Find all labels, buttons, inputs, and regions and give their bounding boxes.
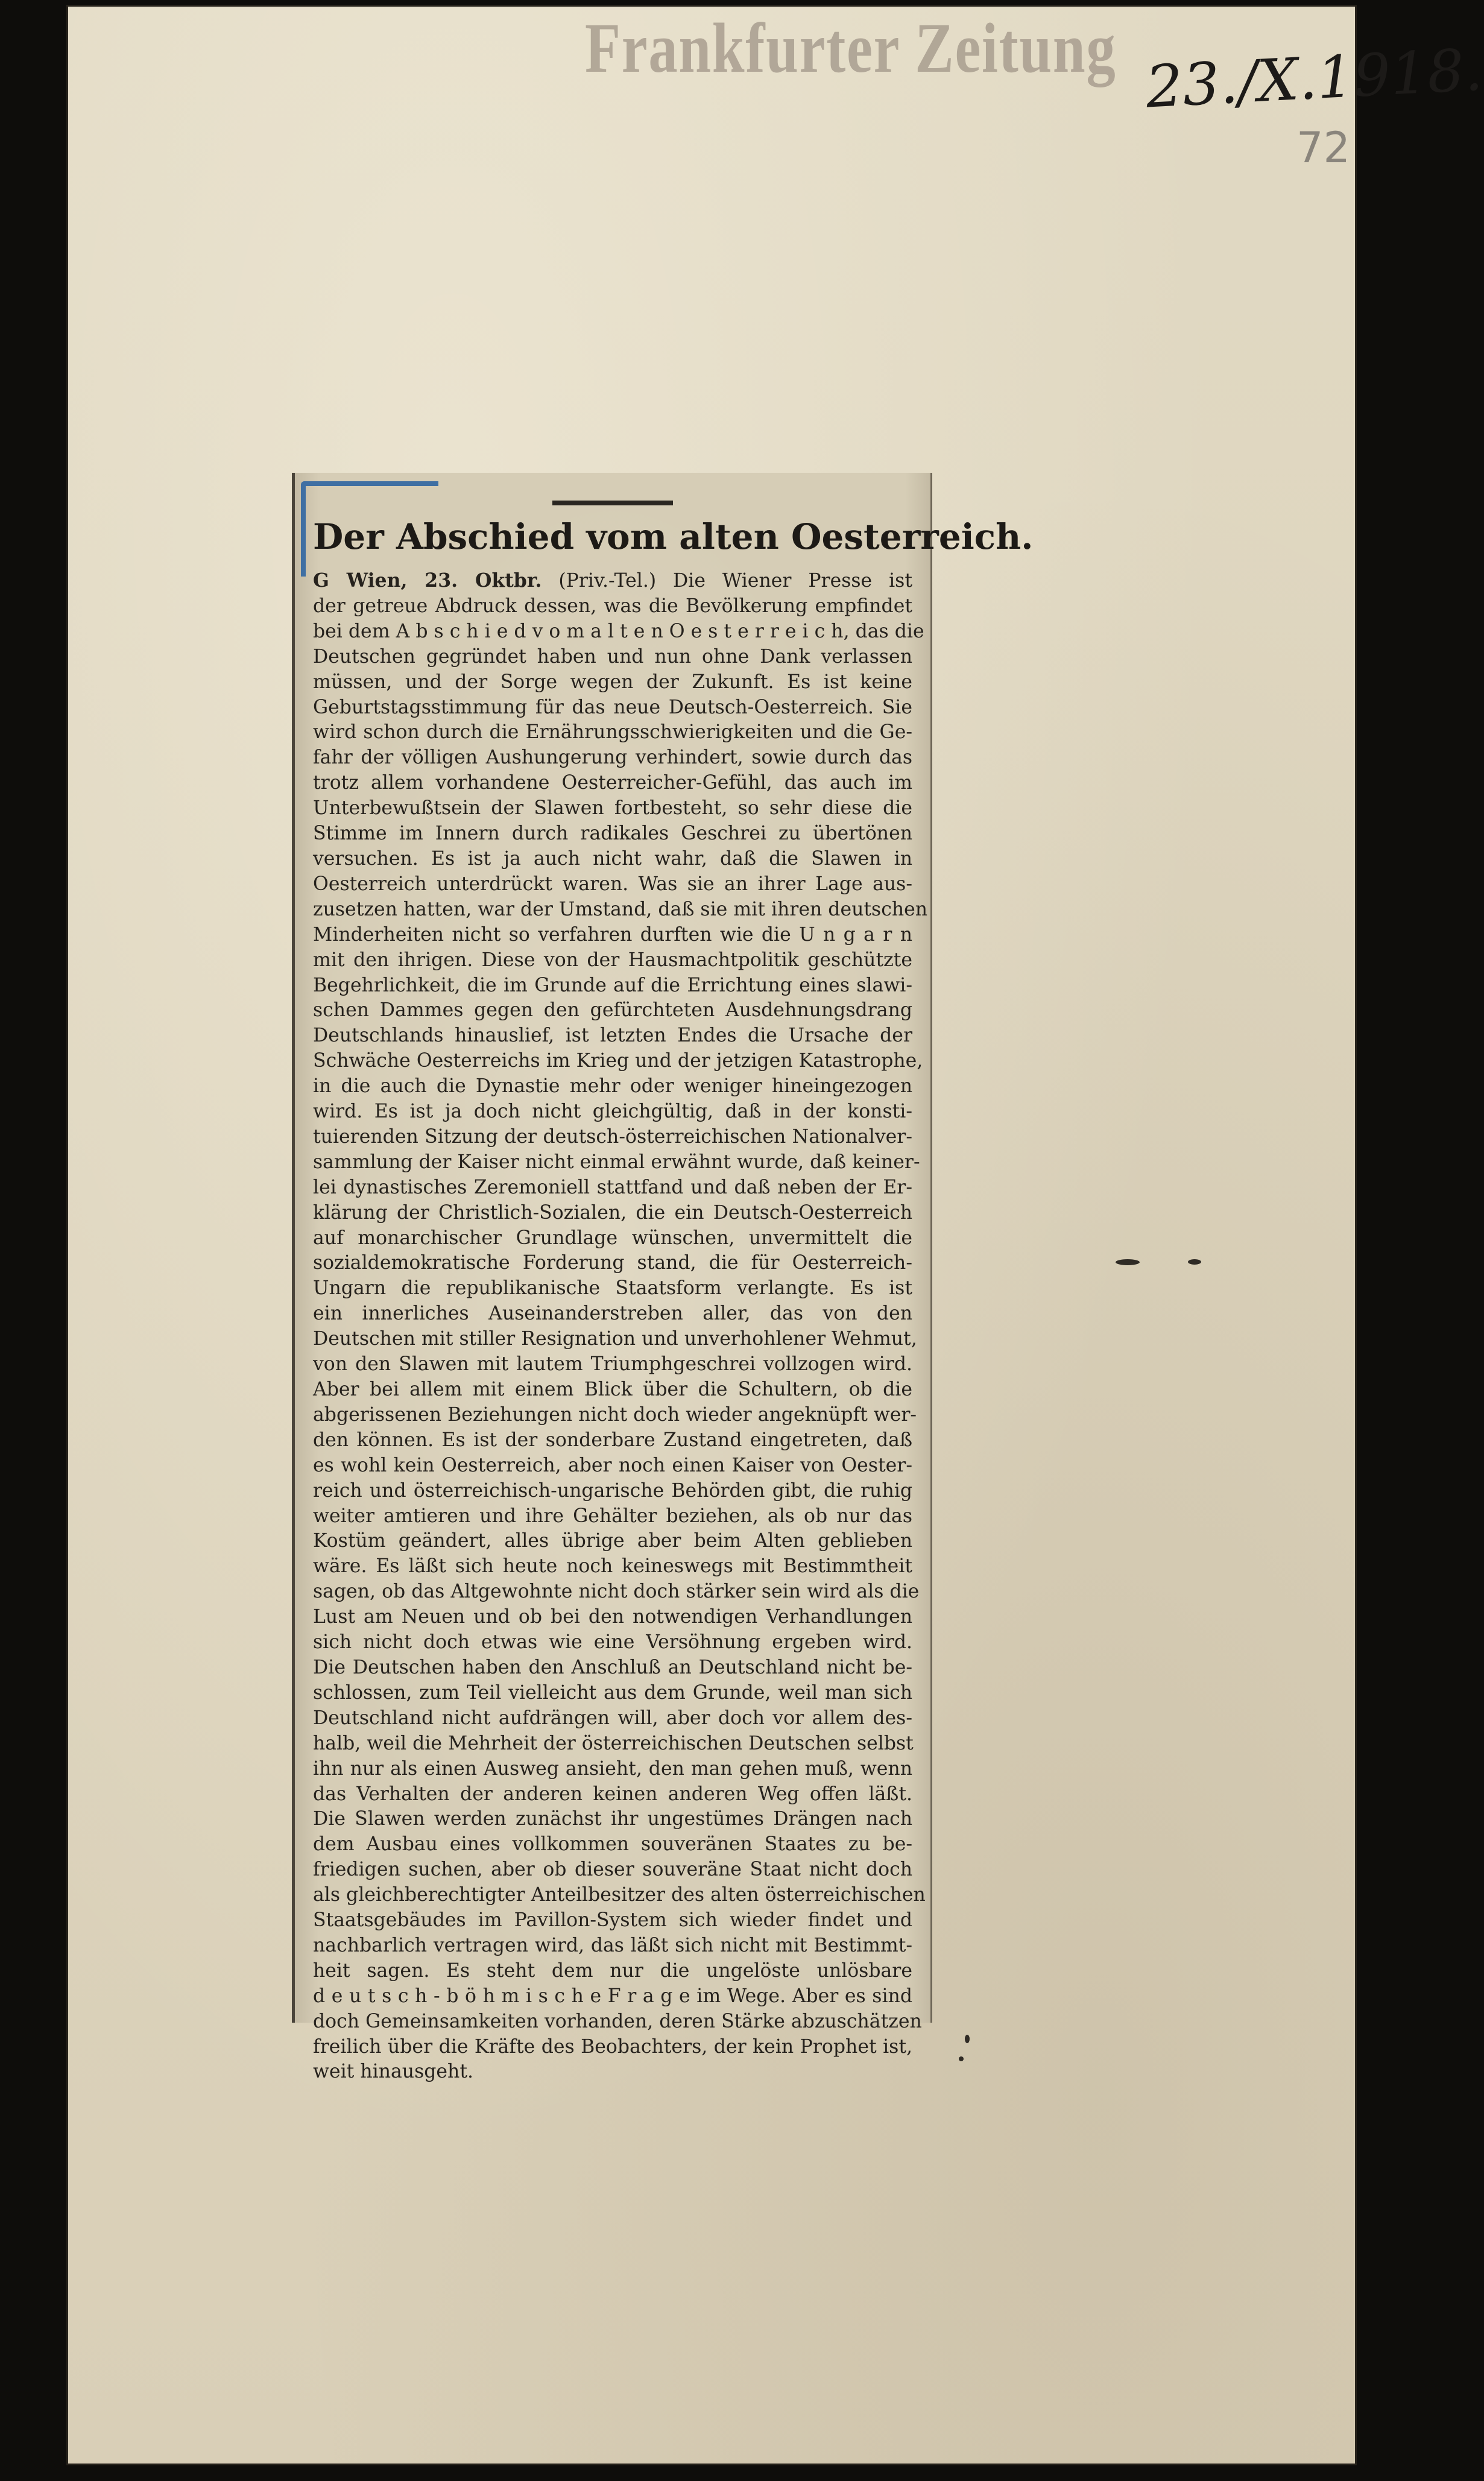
article-line: Schwäche Oesterreichs im Krieg und der jetzigen Katastrophe, [313, 1050, 923, 1072]
article-line: versuchen. Es ist ja auch nicht wahr, daß die Slawen in [313, 847, 912, 870]
paper-speck [1116, 1259, 1140, 1265]
article-line: heit sagen. Es steht dem nur die ungelöste unlösbare [313, 1959, 912, 1982]
article-line: Deutschland nicht aufdrängen will, aber doch vor allem des- [313, 1707, 912, 1729]
article-line: wäre. Es läßt sich heute noch keineswegs mit Bestimmtheit [313, 1555, 912, 1578]
paper-speck [965, 2035, 970, 2043]
article-line: klärung der Christlich-Sozialen, die ein Deutsch-Oesterreich [313, 1201, 912, 1224]
article-line: mit den ihrigen. Diese von der Hausmachtpolitik geschützte [313, 949, 912, 971]
article-line: in die auch die Dynastie mehr oder weniger hineingezogen [313, 1075, 912, 1098]
article-line: Deutschen gegründet haben und nun ohne Dank verlassen [313, 645, 912, 668]
article-line: Oesterreich unterdrückt waren. Was sie an ihrer Lage aus- [313, 873, 912, 895]
article-line: lei dynastisches Zeremoniell stattfand und daß neben der Er- [313, 1176, 912, 1198]
article-line: Lust am Neuen und ob bei den notwendigen Verhandlungen [313, 1606, 912, 1628]
article-line: schen Dammes gegen den gefürchteten Ausdehnungsdrang [313, 999, 912, 1022]
article-line: tuierenden Sitzung der deutsch-österreichischen Nationalver- [313, 1125, 912, 1148]
article-line: abgerissenen Beziehungen nicht doch wieder angeknüpft wer- [313, 1403, 917, 1426]
article-line: Aber bei allem mit einem Blick über die Schultern, ob die [313, 1379, 912, 1400]
newspaper-clipping [292, 473, 1034, 2083]
article-line: als gleichberechtigter Anteilbesitzer des alten österreichischen [313, 1884, 926, 1906]
page-number: 72 [1296, 123, 1351, 172]
article-line: Geburtstagsstimmung für das neue Deutsch-Oesterreich. Sie [313, 696, 912, 718]
article-line: das Verhalten der anderen keinen anderen Weg offen läßt. [313, 1783, 912, 1805]
article-line: Stimme im Innern durch radikales Geschrei zu übertönen [313, 823, 912, 845]
article-line: Kostüm geändert, alles übrige aber beim Alten geblieben [313, 1530, 912, 1552]
article-line: weit hinausgeht. [313, 2061, 473, 2083]
article-line: schlossen, zum Teil vielleicht aus dem Grunde, weil man sich [313, 1681, 912, 1704]
paper-speck [959, 2056, 964, 2061]
article-line: dem Ausbau eines vollkommen souveränen Staates zu be- [313, 1833, 912, 1856]
article-line: fahr der völligen Aushungerung verhindert, sowie durch das [313, 747, 912, 769]
article-line: von den Slawen mit lautem Triumphgeschrei vollzogen wird. [313, 1353, 912, 1376]
article-line: ihn nur als einen Ausweg ansieht, den man gehen muß, wenn [313, 1757, 912, 1780]
article-line: sammlung der Kaiser nicht einmal erwähnt wurde, daß keiner- [313, 1151, 920, 1173]
article-line: d e u t s c h - b ö h m i s c h e F r a g e im Wege. Aber es sind [313, 1985, 912, 2007]
article-line: doch Gemeinsamkeiten vorhanden, deren Stärke abzuschätzen [313, 2010, 922, 2032]
article-line: es wohl kein Oesterreich, aber noch einen Kaiser von Oester- [313, 1454, 912, 1476]
article-line: friedigen suchen, aber ob dieser souveräne Staat nicht doch [313, 1859, 912, 1881]
article-line: Die Slawen werden zunächst ihr ungestümes Drängen nach [313, 1808, 912, 1830]
article-line: Ungarn die republikanische Staatsform verlangte. Es ist [313, 1277, 912, 1300]
article-line: Unterbewußtsein der Slawen fortbesteht, so sehr diese die [313, 797, 912, 820]
article-line: Die Deutschen haben den Anschluß an Deutschland nicht be- [313, 1656, 912, 1678]
article-line: der getreue Abdruck dessen, was die Bevölkerung empfindet [313, 595, 912, 617]
article-line: bei dem A b s c h i e d v o m a l t e n O e s t e r r e i c h, das die [313, 620, 924, 642]
article-line: wird. Es ist ja doch nicht gleichgültig, daß in der konsti- [313, 1101, 912, 1123]
article-line: weiter amtieren und ihre Gehälter beziehen, als ob nur das [313, 1505, 912, 1527]
article-line: trotz allem vorhandene Oesterreicher-Gefühl, das auch im [313, 772, 912, 794]
article-dateline: G Wien, 23. Oktbr. [313, 569, 542, 592]
article-line: sozialdemokratische Forderung stand, die für Oesterreich- [313, 1252, 912, 1274]
paper-speck [1188, 1259, 1201, 1265]
article-line: sich nicht doch etwas wie eine Versöhnung ergeben wird. [313, 1631, 912, 1654]
article-line: wird schon durch die Ernährungsschwierigkeiten und die Ge- [313, 721, 912, 744]
article-body [313, 568, 928, 2085]
article-line: Deutschlands hinauslief, ist letzten Endes die Ursache der [313, 1025, 912, 1047]
article-line: reich und österreichisch-ungarische Behörden gibt, die ruhig [313, 1479, 912, 1502]
handwritten-date: 23./X.1918. [1144, 36, 1484, 121]
article-line: den können. Es ist der sonderbare Zustand eingetreten, daß [313, 1429, 912, 1451]
article-line: G Wien, 23. Oktbr. (Priv.-Tel.) Die Wiener Presse ist [313, 569, 912, 592]
article-line: halb, weil die Mehrheit der österreichischen Deutschen selbst [313, 1732, 914, 1754]
article-line: freilich über die Kräfte des Beobachters, der kein Prophet ist, [313, 2035, 912, 2058]
article-line: ein innerliches Auseinanderstreben aller, das von den [313, 1303, 912, 1325]
article-line: sagen, ob das Altgewohnte nicht doch stärker sein wird als die [313, 1581, 920, 1603]
headline-rule [552, 501, 673, 505]
article-line: Begehrlichkeit, die im Grunde auf die Errichtung eines slawi- [313, 974, 912, 996]
article-line: Staatsgebäudes im Pavillon-System sich wieder findet und [313, 1909, 912, 1932]
article-line: Minderheiten nicht so verfahren durften wie die U n g a r n [313, 923, 912, 946]
article-line: nachbarlich vertragen wird, das läßt sich nicht mit Bestimmt- [313, 1934, 912, 1956]
article-line: auf monarchischer Grundlage wünschen, unvermittelt die [313, 1227, 912, 1249]
article-line: zusetzen hatten, war der Umstand, daß sie mit ihren deutschen [313, 898, 928, 920]
blue-pencil-mark [301, 481, 438, 577]
article-headline: Der Abschied vom alten Oesterreich. [313, 516, 1034, 557]
newspaper-stamp: Frankfurter Zeitung [585, 8, 1117, 87]
article-line: müssen, und der Sorge wegen der Zukunft. Es ist keine [313, 671, 912, 693]
article-line: Deutschen mit stiller Resignation und unverhohlener Wehmut, [313, 1328, 917, 1350]
